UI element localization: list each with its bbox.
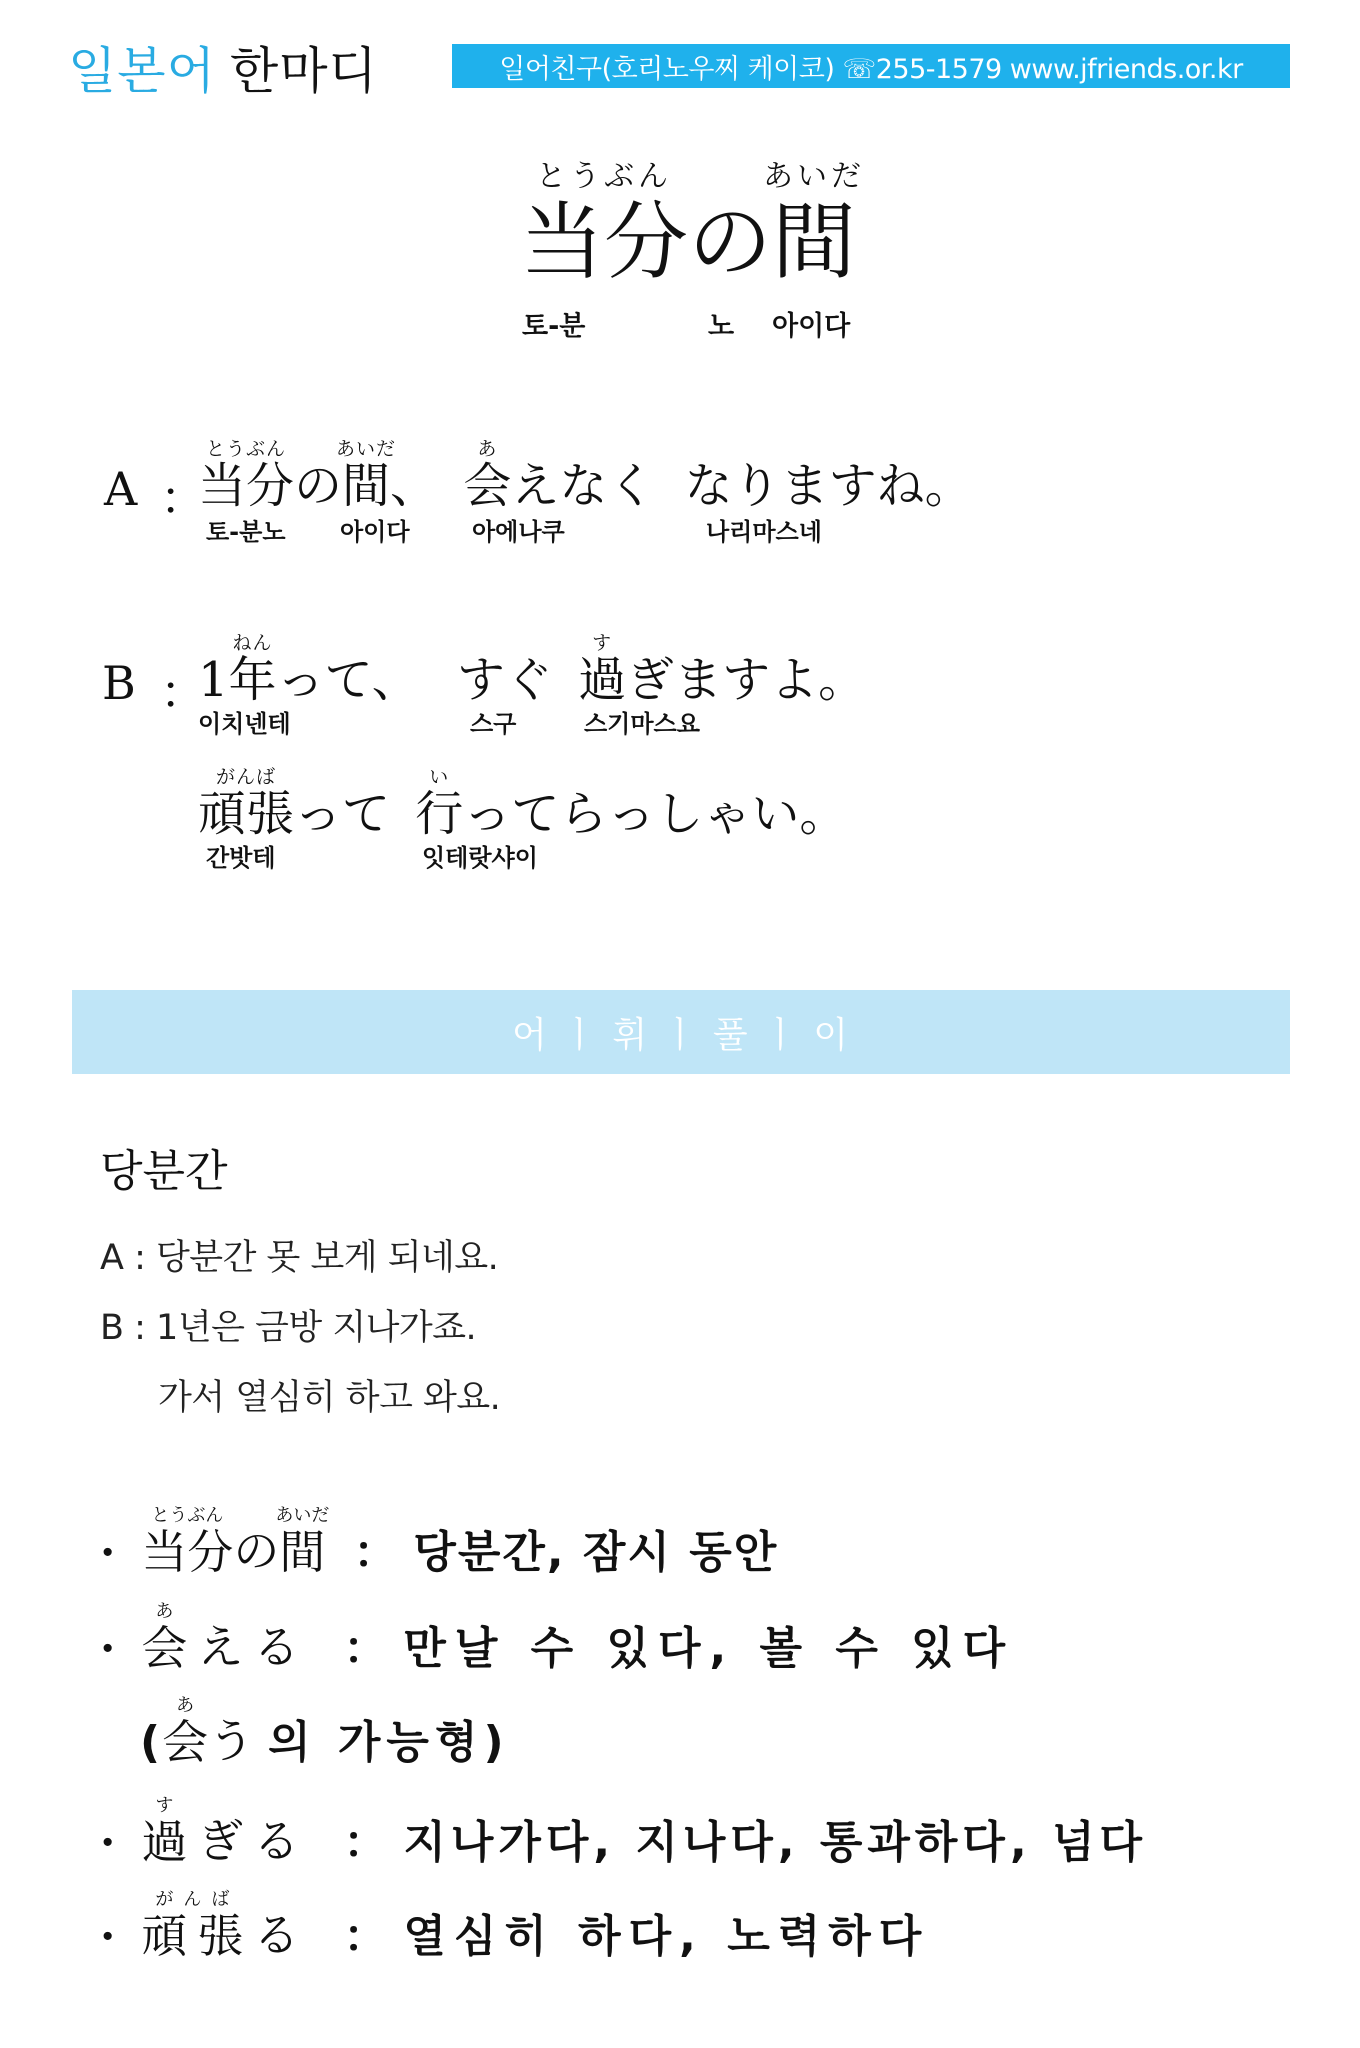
b2-word-4: ってらっしゃい。 [463, 786, 848, 842]
a-word-1-kanji: 当分 [198, 458, 295, 514]
vocab-item-3 [100, 1795, 1147, 1869]
vocab-2-kanji-ruby [141, 1601, 198, 1675]
vocab-2-kanji: 会 [141, 1621, 198, 1675]
title-word-kanji: 当分 [520, 193, 689, 291]
a-word-6: えなく [511, 458, 656, 514]
vocab-note-kanji: 会 [162, 1715, 209, 1769]
vocab-item-2-note [140, 1695, 510, 1769]
translation-heading: 당분간 [100, 1146, 228, 1197]
vocab-3-meaning: 지나가다, 지나다, 통과하다, 넘다 [403, 1817, 1147, 1868]
vocab-1-kanji-2: 間 [279, 1525, 326, 1579]
vocab-1-meaning: 당분간, 잠시 동안 [413, 1527, 779, 1578]
speaker-b-label: B [102, 656, 136, 710]
b1-reading-1: 이치넨테 [198, 710, 291, 738]
a-reading-2: 아이다 [340, 518, 410, 546]
b1-reading-2: 스구 [470, 710, 517, 738]
b1-word-2 [228, 632, 277, 708]
page-header [68, 36, 378, 98]
vocab-item-2 [100, 1601, 1015, 1675]
vocab-section-band: 어 ㅣ 휘 ㅣ 풀 ㅣ 이 [72, 990, 1290, 1074]
a-word-4: 、 [390, 458, 439, 514]
title-noun [763, 159, 866, 291]
title-word [520, 159, 689, 291]
title-reading-1: 토-분 [522, 311, 586, 342]
b1-word-3: って、 [276, 652, 420, 708]
a-reading-1: 토-분노 [206, 518, 286, 546]
title-noun-furigana: あいだ [763, 159, 866, 194]
b2-reading-2: 잇테랏샤이 [422, 844, 538, 872]
vocab-4-separator: ： [343, 1911, 390, 1962]
vocab-4-meaning: 열심히 하다, 노력하다 [403, 1911, 930, 1962]
vocab-note-kanji-ruby [162, 1695, 209, 1769]
vocab-bullet: · [100, 1817, 116, 1868]
vocab-note-kana: う [208, 1714, 255, 1768]
vocab-2-separator: ： [343, 1623, 390, 1674]
vocab-3-kanji: 過 [141, 1815, 198, 1869]
title-reading-3: 아이다 [772, 311, 851, 342]
translation-line-b2: 가서 열심히 하고 와요. [158, 1378, 501, 1418]
header-title-plain: 한마디 [229, 42, 378, 100]
vocab-1-furigana-2: あいだ [275, 1505, 330, 1526]
vocab-3-separator: ： [343, 1817, 390, 1868]
title-particle: の [688, 193, 773, 291]
title-reading-2: 노 [708, 311, 735, 342]
title-noun-kanji: 間 [772, 193, 857, 291]
vocab-1-kana: の [233, 1524, 280, 1578]
b1-word-6: ぎますよ。 [626, 652, 867, 708]
header-contact-bar: 일어친구(호리노우찌 케이코) ☏255-1579 www.jfriends.or.kr [452, 44, 1290, 88]
a-word-1 [198, 438, 295, 514]
dialog-b-line-1 [198, 632, 867, 708]
a-word-1-furigana: とうぶん [205, 438, 287, 460]
vocab-4-furigana: がんば [155, 1889, 240, 1910]
b1-reading-3: 스기마스요 [584, 710, 700, 738]
a-word-5-kanji: 会 [463, 458, 512, 514]
vocab-item-4 [100, 1889, 930, 1963]
b2-word-1 [198, 766, 295, 842]
a-reading-3: 아에나쿠 [472, 518, 565, 546]
b2-reading-1: 간밧테 [206, 844, 276, 872]
b1-word-5 [578, 632, 627, 708]
b2-word-3-furigana: い [429, 766, 450, 788]
speaker-b-colon: ： [160, 665, 206, 719]
vocab-note-meaning: 의 가능형) [268, 1717, 510, 1768]
a-reading-4: 나리마스네 [706, 518, 822, 546]
a-word-7: なりますね。 [684, 458, 973, 514]
a-word-3-kanji: 間 [342, 458, 391, 514]
b2-word-1-kanji: 頑張 [198, 786, 295, 842]
vocab-3-kanji-ruby [141, 1795, 198, 1869]
vocab-2-furigana: あ [155, 1601, 184, 1622]
dialog-b-line-2 [198, 766, 848, 842]
b2-word-2: って [294, 786, 391, 842]
a-word-5-furigana: あ [477, 438, 498, 460]
vocab-bullet: · [100, 1911, 116, 1962]
vocab-1-kanji2-ruby [275, 1505, 330, 1579]
b1-word-5-kanji: 過 [578, 652, 627, 708]
a-word-3-furigana: あいだ [336, 438, 397, 460]
vocab-1-kanji-ruby [141, 1505, 234, 1579]
expression-title [520, 159, 866, 291]
vocab-4-kanji: 頑張 [141, 1909, 254, 1963]
vocab-2-kana: える [197, 1620, 310, 1674]
dialog-a-line [198, 438, 973, 514]
b2-word-1-furigana: がんば [215, 766, 277, 788]
b1-word-1: 1 [198, 652, 229, 708]
a-word-3 [336, 438, 397, 514]
header-title-colored: 일본어 [68, 42, 216, 100]
vocab-3-furigana: す [155, 1795, 184, 1816]
speaker-a-label: A [104, 462, 138, 516]
b2-word-3-kanji: 行 [415, 786, 464, 842]
vocab-2-meaning: 만날 수 있다, 볼 수 있다 [403, 1623, 1015, 1674]
b1-word-2-furigana: ねん [232, 632, 273, 654]
b1-word-5-furigana: す [592, 632, 613, 654]
vocab-1-furigana: とうぶん [151, 1505, 224, 1526]
b2-word-3 [415, 766, 464, 842]
b1-word-2-kanji: 年 [228, 652, 277, 708]
translation-line-b1: B : 1년은 금방 지나가죠. [100, 1308, 477, 1348]
vocab-note-furigana: あ [176, 1695, 195, 1716]
vocab-item-1 [100, 1505, 779, 1579]
vocab-1-separator: ： [353, 1527, 400, 1578]
a-word-2: の [294, 458, 343, 514]
vocab-bullet: · [100, 1623, 116, 1674]
a-word-5 [463, 438, 512, 514]
speaker-a-colon: ： [160, 471, 206, 525]
b1-word-4: すぐ [456, 652, 553, 708]
vocab-note-paren: ( [140, 1717, 163, 1768]
vocab-4-kana: る [253, 1908, 310, 1962]
vocab-1-kanji: 当分 [141, 1525, 234, 1579]
vocab-bullet: · [100, 1527, 116, 1578]
title-word-furigana: とうぶん [536, 159, 672, 194]
vocab-3-kana: ぎる [197, 1814, 310, 1868]
translation-line-a: A : 당분간 못 보게 되네요. [100, 1238, 499, 1278]
vocab-4-kanji-ruby [141, 1889, 254, 1963]
